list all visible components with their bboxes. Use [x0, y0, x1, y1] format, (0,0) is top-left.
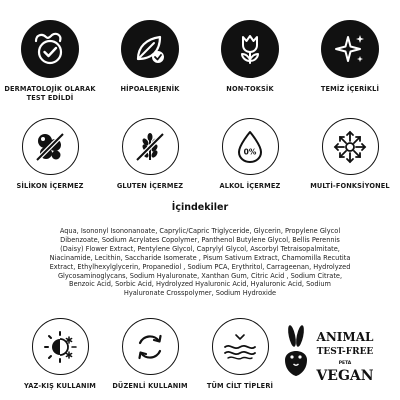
feature-hypoallergenic	[100, 20, 200, 94]
feature-label: HİPOALERJENİK	[120, 85, 180, 93]
vegan-line1: ANIMAL	[316, 330, 374, 344]
feature-label: DERMATOLOJİK OLARAK TEST EDİLDİ	[4, 85, 96, 102]
ingredients-text: Aqua, Isononyl Isononanoate, Caprylic/Capric Triglyceride, Glycerin, Propylene Glycol Dibenzoate, Sodium Acrylates Copolymer, Panthenol Butylene Glycol, Bellis Perennis (Daisy) Flower Extract, Pentylene Glycol, Caprylyl Glycol, Ascorbyl Tetraisopalmitate, Niacinamide, Lecithin, Saccharide Isomerate , Pisum Sativum Extract, Chamomilla Recutita Extract, Ethylhexylglycerin, Propanediol , Sodium PCA, Erythritol, Carrageenan, Hydrolyzed Glycosaminoglycans, Sodium Hyaluronate, Xanthan Gum, Citric Acid , Sodium Citrate, Benzoic Acid, Sorbic Acid, Hydrolyzed Hyaluronic Acid, Hyaluronic Acid, Sodium Hyaluronate Crosspolymer, Sodium Hydroxide	[49, 227, 351, 298]
no-silicone-icon	[22, 118, 79, 175]
ingredients-title: İçindekiler	[171, 202, 229, 213]
feature-gluten-free	[100, 118, 200, 191]
tulip-flower-icon	[221, 20, 279, 78]
refresh-cycle-icon	[122, 318, 179, 375]
feature-label: SİLİKON İÇERMEZ	[16, 182, 84, 190]
feature-silicone-free	[0, 118, 100, 191]
animal-test-free-vegan-rabbit-icon	[283, 322, 383, 392]
dermatology-tested-icon	[21, 20, 79, 78]
feature-regular-use	[100, 318, 200, 391]
hypoallergenic-leaf-icon	[121, 20, 179, 78]
feature-label: ALKOL İÇERMEZ	[219, 182, 281, 190]
vegan-line3: VEGAN	[316, 368, 374, 384]
feature-clean-ingredients	[300, 20, 400, 94]
sparkle-stars-icon	[321, 20, 379, 78]
feature-multi-functional	[300, 118, 400, 191]
sun-snow-season-icon	[32, 318, 89, 375]
feature-label: NON-TOKSİK	[226, 85, 274, 93]
feature-label: TEMİZ İÇERİKLİ	[320, 85, 380, 93]
vegan-small: PETA	[338, 361, 352, 366]
feature-label: MULTİ-FONKSİYONEL	[310, 182, 390, 190]
feature-all-skin-types	[190, 318, 290, 391]
feature-label: GLUTEN İÇERMEZ	[116, 182, 184, 190]
feature-label: YAZ-KIŞ KULLANIM	[23, 382, 97, 390]
no-alcohol-drop-icon	[222, 118, 279, 175]
feature-summer-winter	[10, 318, 110, 391]
multi-function-arrows-icon	[322, 118, 379, 175]
vegan-line2: TEST-FREE	[316, 347, 374, 357]
feature-label: TÜM CİLT TİPLERİ	[206, 382, 274, 390]
no-gluten-wheat-icon	[122, 118, 179, 175]
feature-non-toxic	[200, 20, 300, 94]
feature-dermatology	[0, 20, 100, 103]
feature-label: DÜZENLİ KULLANIM	[112, 382, 188, 390]
alcohol-percent-text: 0%	[243, 147, 257, 156]
feature-alcohol-free	[200, 118, 300, 191]
all-skin-types-icon	[212, 318, 269, 375]
